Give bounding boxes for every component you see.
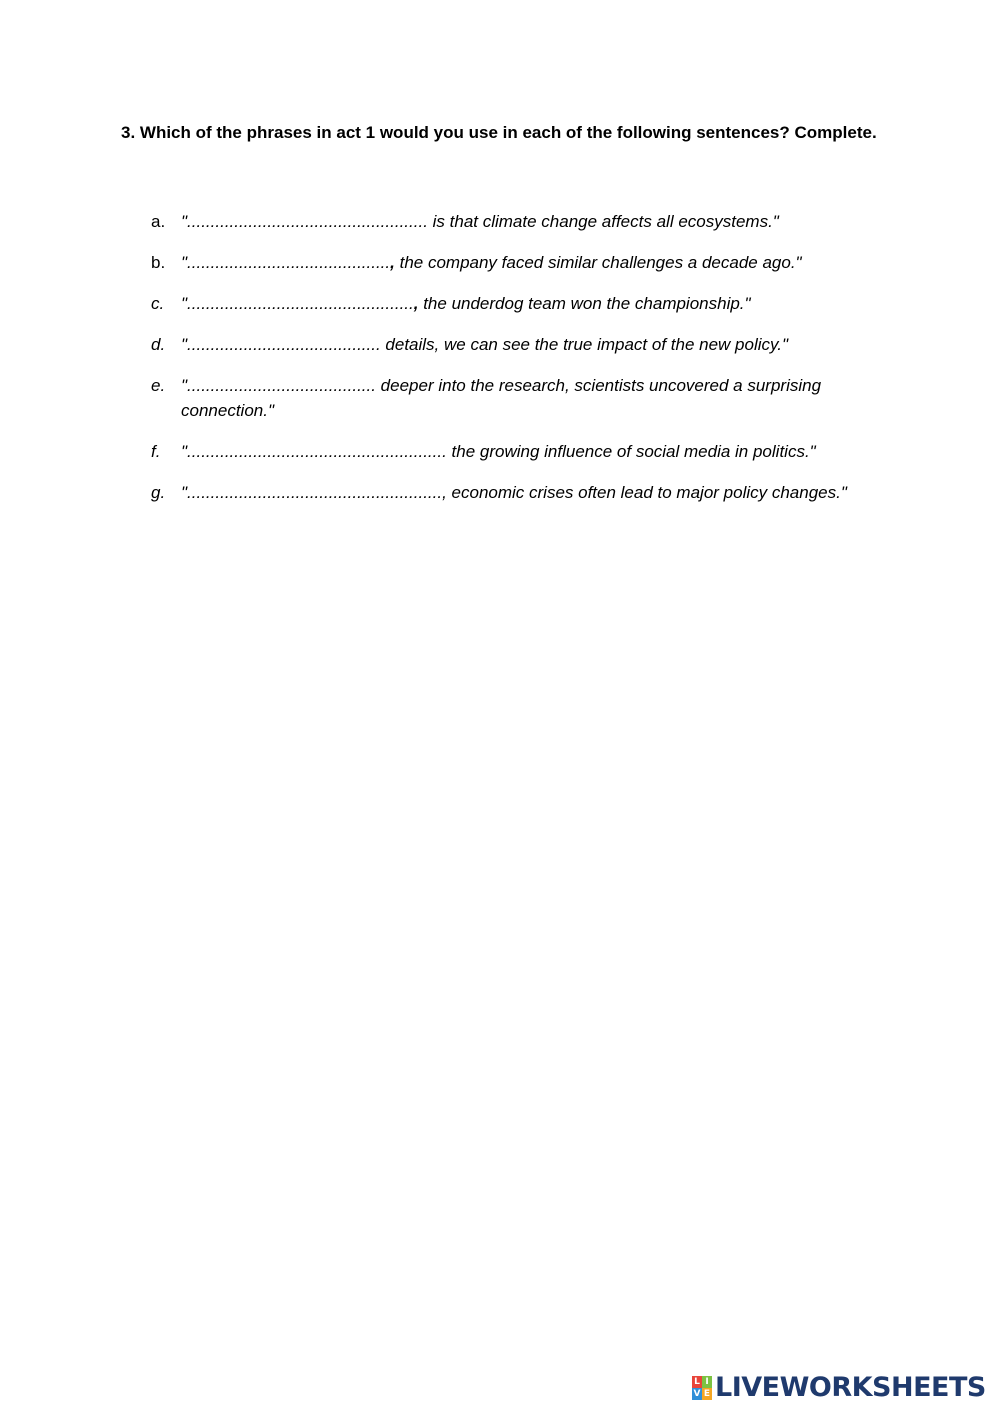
item-marker: c. <box>151 294 165 313</box>
item-marker: a. <box>151 212 166 231</box>
logo-mark-letter: I <box>702 1376 712 1388</box>
list-item <box>121 209 891 234</box>
list-item <box>121 439 891 464</box>
liveworksheets-logo <box>692 1372 986 1404</box>
item-text: "..........................................., the company faced similar challenges a decade ago." <box>181 253 802 272</box>
logo-text: LIVEWORKSHEETS <box>715 1372 986 1403</box>
live-logo-icon <box>692 1376 712 1400</box>
item-text: "......................................... details, we can see the true impact of the new policy." <box>181 335 789 354</box>
logo-mark-letter: E <box>703 1388 711 1399</box>
list-item <box>121 373 891 423</box>
item-marker: e. <box>151 376 166 395</box>
item-marker: g. <box>151 483 166 502</box>
list-item <box>121 332 891 357</box>
question-title: 3. Which of the phrases in act 1 would you use in each of the following sentences? Complete. <box>121 123 877 142</box>
item-text: "....................................................... the growing influence of social media in politics." <box>181 442 816 461</box>
list-item <box>121 291 891 316</box>
logo-mark-letter: L <box>692 1376 702 1388</box>
item-text: "................................................... is that climate change affects all ecosystems." <box>181 212 779 231</box>
item-text: "................................................, the underdog team won the championship." <box>181 294 751 313</box>
item-marker: f. <box>151 442 161 461</box>
sentence-list <box>121 209 891 521</box>
list-item <box>121 250 891 275</box>
item-text: "......................................................, economic crises often lead to major policy changes." <box>181 483 847 502</box>
item-marker: d. <box>151 335 166 354</box>
list-item <box>121 480 891 505</box>
logo-mark-letter: V <box>693 1388 701 1399</box>
item-text: "........................................ deeper into the research, scientists uncovered a surprising connection." <box>181 376 822 420</box>
item-marker: b. <box>151 253 166 272</box>
